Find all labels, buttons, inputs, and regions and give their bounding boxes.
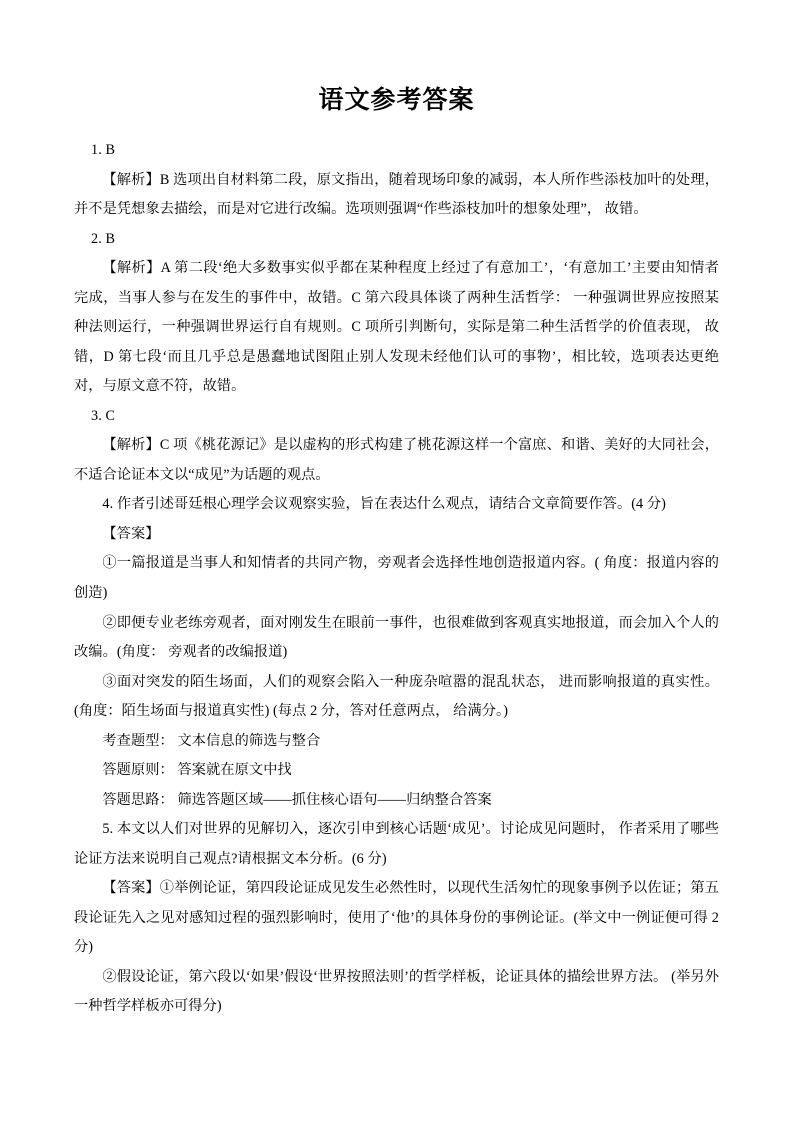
answer-item-2: 2. B xyxy=(91,230,116,247)
question-4: 4. 作者引述哥廷根心理学会议观察实验，旨在表达什么观点，请结合文章简要作答。(4 分) xyxy=(102,496,667,513)
page-title: 语文参考答案 xyxy=(318,87,475,114)
answer-5-point-1: 【答案】①举例论证，第四段论证成见发生必然性时，以现代生活匆忙的现象事例予以佐证；第五段论证先入之见对感知过程的强烈影响时，使用了‘他’的具体身份的事例论证。(举文中一例证便可得 2 分) xyxy=(74,880,719,956)
answer-label-4: 【答案】 xyxy=(102,525,160,542)
answer-principle-note: 答题原则： 答案就在原文中找 xyxy=(102,762,292,779)
answer-item-1: 1. B xyxy=(91,142,116,158)
explanation-2: 【解析】A 第二段‘绝大多数事实似乎都在某种程度上经过了有意加工’，‘有意加工’主要由知情者完成，当事人参与在发生的事件中，故错。C 第六段具体谈了两种生活哲学： 一种强调世界应按照某种法则运行，一种强调世界运行自有规则。C 项所引判断句，实际是第二种生活哲学的价值表现， 故错，D 第七段‘而且几乎总是愚蠢地试图阻止别人发现未经他们认可的事物’，相比较，选项表达更绝对，与原文意不符，故错。 xyxy=(74,260,719,395)
answer-4-point-1: ①一篇报道是当事人和知情者的共同产物，旁观者会选择性地创造报道内容。( 角度：报道内容的创造) xyxy=(74,555,719,601)
answer-approach-note: 答题思路： 筛选答题区域——抓住核心语句——归纳整合答案 xyxy=(102,791,492,808)
explanation-3: 【解析】C 项《桃花源记》是以虚构的形式构建了桃花源这样一个富庶、和谐、美好的大同社会，不适合论证本文以“成见”为话题的观点。 xyxy=(74,437,719,483)
answer-item-3: 3. C xyxy=(91,407,116,424)
question-type-note: 考查题型： 文本信息的筛选与整合 xyxy=(102,732,321,749)
answer-4-point-2: ②即便专业老练旁观者，面对刚发生在眼前一事件，也很难做到客观真实地报道，而会加入个人的改编。(角度： 旁观者的改编报道) xyxy=(74,614,719,661)
answer-4-point-3: ③面对突发的陌生场面，人们的观察会陷入一种庞杂喧嚣的混乱状态， 进而影响报道的真实性。(角度：陌生场面与报道真实性) (每点 2 分，答对任意两点， 给满分。) xyxy=(74,673,719,720)
answer-5-point-2: ②假设论证，第六段以‘如果’假设‘世界按照法则’的哲学样板，论证具体的描绘世界方法。 (举另外一种哲学样板亦可得分) xyxy=(74,968,719,1015)
question-5: 5. 本文以人们对世界的见解切入，逐次引申到核心话题‘成见’。讨论成见问题时， 作者采用了哪些论证方法来说明自己观点?请根据文本分析。(6 分) xyxy=(74,821,719,867)
explanation-1: 【解析】B 选项出自材料第二段，原文指出，随着现场印象的减弱，本人所作些添枝加叶的处理，并不是凭想象去描绘，而是对它进行改编。选项则强调“作些添枝加叶的想象处理”， 故错。 xyxy=(74,171,719,218)
